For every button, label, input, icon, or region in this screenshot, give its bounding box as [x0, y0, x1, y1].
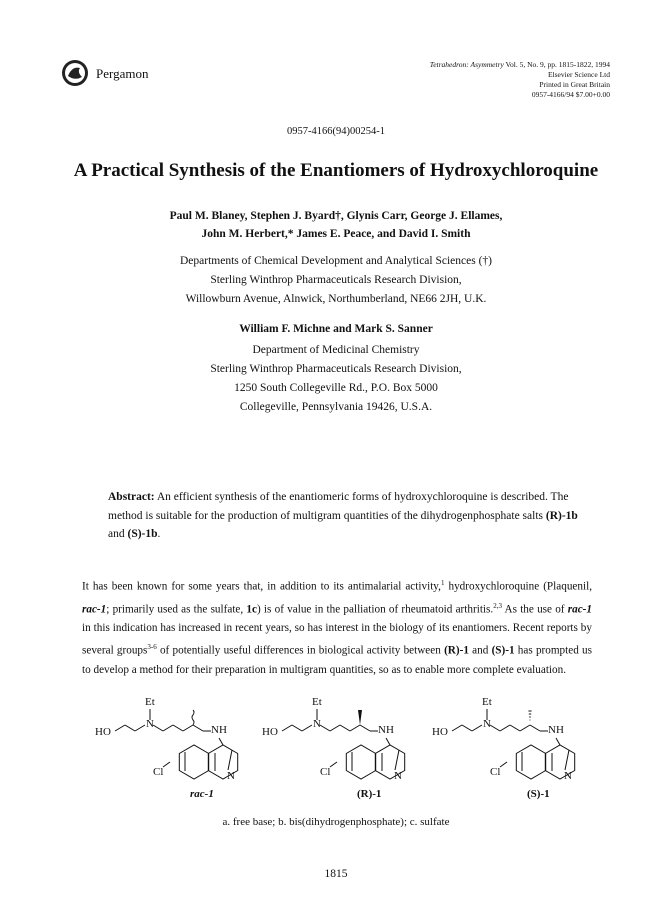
ring [346, 745, 375, 779]
compound-1c: 1c [246, 603, 257, 616]
bond [510, 725, 520, 731]
compound-rac1: rac-1 [82, 603, 107, 616]
bond [340, 725, 350, 731]
chloro-label: Cl [153, 766, 164, 778]
bond [386, 738, 390, 745]
text-run: in this indication has increased in recent years, so has interest in the biology of its enantiomers. Recent reports by several groups [82, 622, 592, 658]
bond [153, 725, 163, 731]
bond [330, 725, 340, 731]
ethyl-label: Et [312, 696, 322, 708]
abstract-and: and [108, 528, 128, 540]
nitrogen-label: N [483, 718, 491, 730]
journal-volume: Vol. 5, No. 9, pp. 1815-1822, 1994 [503, 60, 610, 69]
compound-s1b: (S)-1b [127, 528, 158, 540]
authors-line-1: Paul M. Blaney, Stephen J. Byard†, Glynis Carr, George J. Ellames, [169, 210, 503, 222]
text-run: ) is of value in the palliation of rheumatoid arthritis. [256, 603, 494, 616]
bond [500, 725, 510, 731]
bond [219, 738, 223, 745]
chloro-label: Cl [320, 766, 331, 778]
affiliation-2-line: 1250 South Collegeville Rd., P.O. Box 5000 [234, 382, 438, 394]
bond [360, 725, 370, 731]
wedge-bond [358, 710, 362, 725]
structure-label: (S)-1 [527, 788, 550, 800]
nitrogen-label: N [313, 718, 321, 730]
journal-info [310, 60, 610, 100]
ring-nitrogen-label: N [564, 770, 572, 782]
hydroxyl-label: HO [432, 726, 448, 738]
compound-r1: (R)-1 [444, 645, 469, 658]
affiliation-2 [0, 341, 672, 417]
structure-1 [262, 696, 432, 815]
pergamon-logo-icon [60, 58, 90, 88]
ring-nitrogen-label: N [227, 770, 235, 782]
bond [565, 750, 569, 770]
journal-price: 0957-4166/94 $7.00+0.00 [531, 90, 610, 99]
reference-3-6: 3-6 [147, 643, 157, 652]
structures-figure [0, 696, 672, 815]
bond [135, 725, 145, 731]
bond [228, 750, 232, 770]
doi: 0957-4166(94)00254-1 [287, 126, 385, 137]
wavy-bond [192, 710, 194, 725]
bond [183, 725, 193, 731]
text-run: ; primarily used as the sulfate, [106, 603, 247, 616]
bond [490, 725, 500, 731]
text-run: As the use of [501, 603, 568, 616]
bond [472, 725, 482, 731]
ring-nitrogen-label: N [394, 770, 402, 782]
amine-label: NH [211, 724, 227, 736]
ring [179, 745, 208, 779]
affiliation-2-line: Department of Medicinal Chemistry [252, 344, 420, 356]
compound-s1: (S)-1 [491, 645, 515, 658]
structure-2 [432, 696, 602, 815]
journal-publisher: Elsevier Science Ltd [547, 70, 610, 79]
authors-block-2: William F. Michne and Mark S. Sanner [239, 323, 433, 335]
bond [115, 725, 125, 731]
structure-0 [95, 696, 265, 815]
paper-title: A Practical Synthesis of the Enantiomers of Hydroxychloroquine [73, 160, 599, 181]
affiliation-1 [0, 252, 672, 309]
bond [462, 725, 472, 731]
reference-2-3: 2,3 [493, 601, 502, 610]
affiliation-2-line: Sterling Winthrop Pharmaceuticals Research Division, [210, 363, 462, 375]
publisher-name: Pergamon [96, 66, 149, 81]
bond [193, 725, 203, 731]
abstract-label: Abstract: [108, 491, 155, 503]
chloro-label: Cl [490, 766, 501, 778]
bond [520, 725, 530, 731]
hydroxyl-label: HO [262, 726, 278, 738]
authors-line-2: John M. Herbert,* James E. Peace, and David I. Smith [201, 228, 471, 240]
structure-drawing [262, 700, 432, 815]
reference-1: 1 [440, 579, 445, 587]
text-run: hydroxychloroquine (Plaquenil, [444, 580, 592, 593]
bond [282, 725, 292, 731]
nitrogen-label: N [146, 718, 154, 730]
figure-caption: a. free base; b. bis(dihydrogenphosphate); c. sulfate [222, 816, 450, 828]
ring [516, 745, 545, 779]
bond [163, 725, 173, 731]
ethyl-label: Et [145, 696, 155, 708]
bond [530, 725, 540, 731]
bond [556, 738, 560, 745]
bond [173, 725, 183, 731]
publisher-logo [60, 58, 190, 88]
amine-label: NH [548, 724, 564, 736]
abstract [108, 488, 578, 544]
bond [292, 725, 302, 731]
compound-r1b: (R)-1b [545, 509, 578, 522]
affiliation-1-line: Willowburn Avenue, Alnwick, Northumberland, NE66 2JH, U.K. [185, 293, 487, 305]
compound-rac1: rac-1 [567, 603, 592, 616]
bond [452, 725, 462, 731]
ethyl-label: Et [482, 696, 492, 708]
bond [125, 725, 135, 731]
bond [500, 762, 507, 767]
journal-printed: Printed in Great Britain [539, 80, 610, 89]
affiliation-1-line: Departments of Chemical Development and Analytical Sciences (†) [180, 255, 492, 267]
abstract-text: An efficient synthesis of the enantiomeric forms of hydroxychloroquine is described. The method is suitable for the production of multigram quantities of the dihydrogenphosphate salts [108, 491, 569, 522]
affiliation-1-line: Sterling Winthrop Pharmaceuticals Research Division, [210, 274, 462, 286]
journal-name: Tetrahedron: Asymmetry [429, 60, 504, 69]
bond [163, 762, 170, 767]
text-run: of potentially useful differences in biological activity between [156, 645, 445, 658]
structure-drawing [432, 700, 602, 815]
structure-label: rac-1 [190, 788, 214, 800]
structure-drawing [95, 700, 265, 815]
text-run: has prompted us to develop a method for their preparation in multigram quantities, so as to enable more complete evaluation. [82, 645, 592, 677]
text-run: It has been known for some years that, in addition to its antimalarial activity, [82, 580, 441, 593]
bond [330, 762, 337, 767]
structure-label: (R)-1 [357, 788, 382, 800]
authors-block-1 [0, 207, 672, 243]
intro-paragraph [82, 574, 592, 680]
text-run: and [468, 645, 492, 658]
page-number: 1815 [324, 868, 348, 880]
bond [320, 725, 330, 731]
bond [350, 725, 360, 731]
amine-label: NH [378, 724, 394, 736]
bond [395, 750, 399, 770]
affiliation-2-line: Collegeville, Pennsylvania 19426, U.S.A. [239, 401, 433, 413]
abstract-end: . [157, 528, 161, 540]
hydroxyl-label: HO [95, 726, 111, 738]
bond [302, 725, 312, 731]
